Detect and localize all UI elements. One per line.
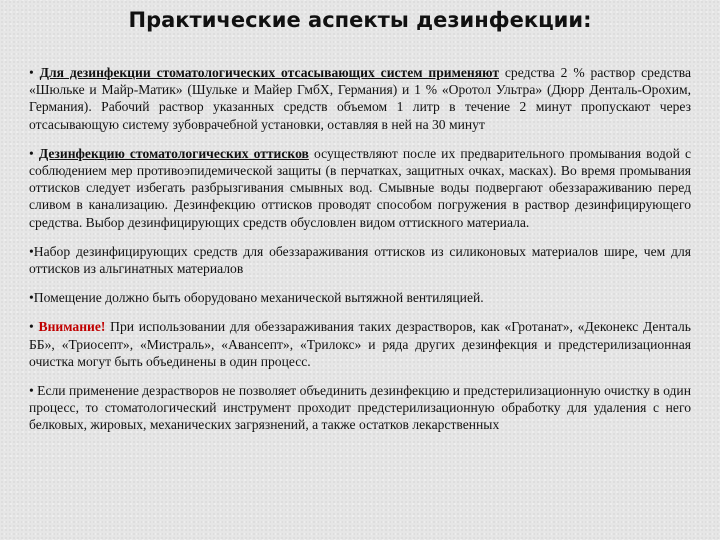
paragraph-text: осуществляют после их предварительного промывания водой с соблюдением мер противоэпидемической защиты (в перчатках, защитных очках, масках). Во время промывания оттисков следует избегать разбрызгивания смывных вод. Смывные воды подвергают обеззараживанию перед сливом в канализацию. Дезинфекцию оттисков проводят способом погружения в раствор дезинфицирующего средства. Выбор дезинфицирующих средств обусловлен видом оттискного материала. xyxy=(29,145,691,230)
paragraph-text: При использовании для обеззараживания таких дезрастворов, как «Гротанат», «Деконекс Денталь ББ», «Триосепт», «Мистраль», «Авансепт», «Трилокс» и ряда других дезинфекция и предстерилизационная очистка могут быть объединены в один процесс. xyxy=(29,319,691,369)
paragraph-impressions xyxy=(29,145,691,231)
bullet: • xyxy=(29,65,40,80)
paragraph-ventilation: •Помещение должно быть оборудовано механической вытяжной вентиляцией. xyxy=(29,290,484,306)
bullet: • xyxy=(29,319,39,335)
paragraph-suction-systems xyxy=(29,64,691,133)
paragraph-presterilization: • Если применение дезрастворов не позволяет объединить дезинфекцию и предстерилизационную очистку в один процесс, то стоматологический инструмент проходит предстерилизационную обработку для удаления с него белковых, жировых, механических загрязнений, а также остатков лекарственных xyxy=(29,383,691,433)
slide-content xyxy=(29,64,691,444)
slide-title: Практические аспекты дезинфекции: xyxy=(128,8,592,32)
emphasized-lead: Дезинфекцию стоматологических оттисков xyxy=(38,145,309,161)
paragraph-warning xyxy=(29,318,691,370)
paragraph-text: средства 2 % раствор средства «Шюльке и Майр-Матик» (Шульке и Майер ГмбХ, Германия) и 1 % «Оротол Ультра» (Дюрр Денталь-Орохим, Германия). Рабочий раствор указанных средств объемом 1 литр в течение 2 минут пропускают через отсасывающую систему зубоврачебной установки, оставляя в ней на 30 минут xyxy=(29,65,691,132)
bullet: • xyxy=(29,145,39,161)
emphasized-lead: Для дезинфекции стоматологических отсасывающих систем применяют xyxy=(39,65,500,80)
paragraph-silicone-materials: •Набор дезинфицирующих средств для обеззараживания оттисков из силиконовых материалов шире, чем для оттисков из альгинатных материалов xyxy=(29,243,691,277)
warning-label: Внимание! xyxy=(38,319,106,335)
